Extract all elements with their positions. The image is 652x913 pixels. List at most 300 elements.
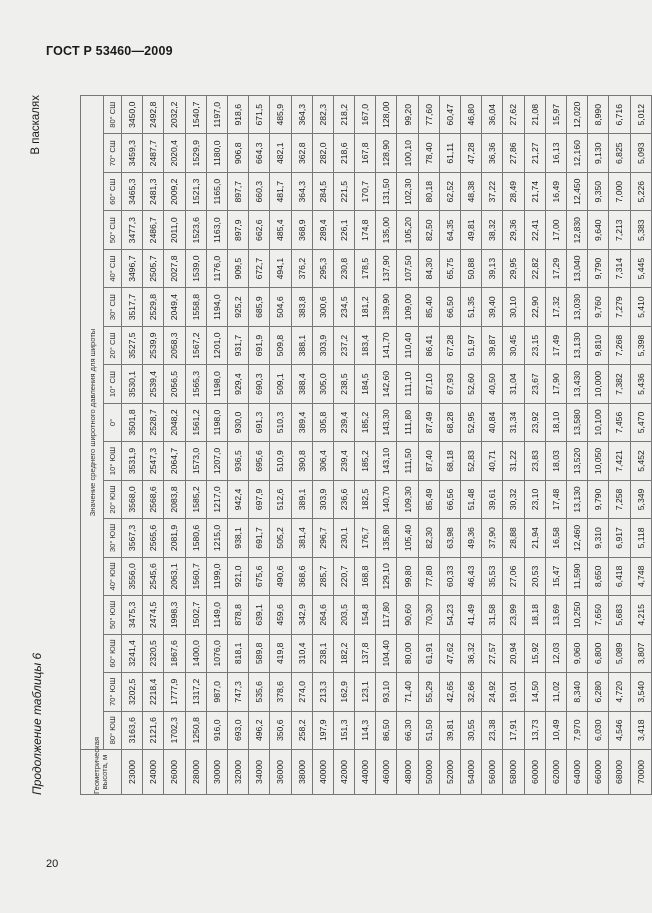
pressure-cell: 3531,9 bbox=[122, 442, 143, 480]
pressure-cell: 7,213 bbox=[609, 211, 630, 249]
rotated-table-block bbox=[30, 95, 646, 795]
pressure-cell: 111,10 bbox=[397, 365, 418, 403]
column-header: 0° bbox=[104, 403, 122, 441]
pressure-cell: 3568,0 bbox=[122, 480, 143, 518]
pressure-cell: 40,50 bbox=[482, 365, 503, 403]
pressure-cell: 13,130 bbox=[566, 480, 587, 518]
pressure-cell: 2486,7 bbox=[143, 211, 164, 249]
pressure-cell: 691,7 bbox=[249, 519, 270, 557]
pressure-cell: 181,2 bbox=[355, 288, 376, 326]
pressure-cell: 128,00 bbox=[376, 96, 397, 135]
pressure-cell: 213,3 bbox=[312, 673, 333, 711]
pressure-cell: 690,3 bbox=[249, 365, 270, 403]
pressure-cell: 368,9 bbox=[291, 211, 312, 249]
column-header: 80° СШ bbox=[104, 96, 122, 135]
pressure-cell: 123,1 bbox=[355, 673, 376, 711]
table-row bbox=[270, 96, 291, 795]
altitude-cell: 52000 bbox=[439, 750, 460, 795]
pressure-cell: 7,314 bbox=[609, 249, 630, 287]
pressure-cell: 3501,8 bbox=[122, 403, 143, 441]
pressure-cell: 137,90 bbox=[376, 249, 397, 287]
pressure-cell: 85,49 bbox=[418, 480, 439, 518]
pressure-cell: 691,9 bbox=[249, 326, 270, 364]
pressure-cell: 362,8 bbox=[291, 134, 312, 172]
pressure-cell: 376,2 bbox=[291, 249, 312, 287]
pressure-cell: 31,34 bbox=[503, 403, 524, 441]
pressure-cell: 230,8 bbox=[333, 249, 354, 287]
altitude-cell: 70000 bbox=[630, 750, 651, 795]
pressure-cell: 61,91 bbox=[418, 634, 439, 672]
altitude-cell: 66000 bbox=[588, 750, 609, 795]
pressure-cell: 8,650 bbox=[588, 557, 609, 595]
column-header: 70° ЮШ bbox=[104, 673, 122, 711]
altitude-cell: 36000 bbox=[270, 750, 291, 795]
pressure-cell: 7,268 bbox=[609, 326, 630, 364]
pressure-cell: 303,9 bbox=[312, 326, 333, 364]
pressure-cell: 3567,3 bbox=[122, 519, 143, 557]
pressure-cell: 4,215 bbox=[630, 596, 651, 634]
pressure-cell: 296,7 bbox=[312, 519, 333, 557]
table-row bbox=[206, 96, 227, 795]
pressure-cell: 17,32 bbox=[545, 288, 566, 326]
pressure-cell: 2081,9 bbox=[164, 519, 185, 557]
pressure-cell: 305,0 bbox=[312, 365, 333, 403]
pressure-cell: 30,55 bbox=[461, 711, 482, 749]
pressure-cell: 221,5 bbox=[333, 172, 354, 210]
pressure-cell: 1585,2 bbox=[185, 480, 206, 518]
pressure-cell: 40,84 bbox=[482, 403, 503, 441]
pressure-cell: 12,830 bbox=[566, 211, 587, 249]
pressure-cell: 135,00 bbox=[376, 211, 397, 249]
pressure-cell: 2320,5 bbox=[143, 634, 164, 672]
pressure-cell: 7,382 bbox=[609, 365, 630, 403]
pressure-cell: 185,2 bbox=[355, 442, 376, 480]
pressure-cell: 258,2 bbox=[291, 711, 312, 749]
pressure-cell: 10,250 bbox=[566, 596, 587, 634]
pressure-cell: 67,28 bbox=[439, 326, 460, 364]
table-row bbox=[227, 96, 248, 795]
pressure-cell: 12,160 bbox=[566, 134, 587, 172]
pressure-cell: 289,4 bbox=[312, 211, 333, 249]
pressure-cell: 9,130 bbox=[588, 134, 609, 172]
pressure-cell: 174,8 bbox=[355, 211, 376, 249]
pressure-cell: 84,30 bbox=[418, 249, 439, 287]
pressure-cell: 2547,3 bbox=[143, 442, 164, 480]
altitude-cell: 46000 bbox=[376, 750, 397, 795]
table-row bbox=[439, 96, 460, 795]
pressure-cell: 16,13 bbox=[545, 134, 566, 172]
pressure-cell: 3530,1 bbox=[122, 365, 143, 403]
page-number: 20 bbox=[46, 858, 59, 870]
pressure-cell: 38,32 bbox=[482, 211, 503, 249]
pressure-cell: 23,99 bbox=[503, 596, 524, 634]
pressure-cell: 54,23 bbox=[439, 596, 460, 634]
pressure-cell: 23,83 bbox=[524, 442, 545, 480]
pressure-cell: 22,82 bbox=[524, 249, 545, 287]
pressure-cell: 85,40 bbox=[418, 288, 439, 326]
pressure-cell: 5,683 bbox=[609, 596, 630, 634]
pressure-cell: 237,2 bbox=[333, 326, 354, 364]
column-header: 60° СШ bbox=[104, 172, 122, 210]
pressure-cell: 31,22 bbox=[503, 442, 524, 480]
pressure-cell: 936,5 bbox=[227, 442, 248, 480]
group-header: Значение среднего широтного давления для широты bbox=[81, 96, 104, 750]
pressure-cell: 21,08 bbox=[524, 96, 545, 135]
pressure-cell: 1215,0 bbox=[206, 519, 227, 557]
pressure-cell: 1207,0 bbox=[206, 442, 227, 480]
pressure-cell: 1180,0 bbox=[206, 134, 227, 172]
pressure-cell: 220,7 bbox=[333, 557, 354, 595]
pressure-cell: 930,0 bbox=[227, 403, 248, 441]
pressure-cell: 114,3 bbox=[355, 711, 376, 749]
pressure-cell: 66,50 bbox=[439, 288, 460, 326]
pressure-cell: 46,80 bbox=[461, 96, 482, 135]
pressure-cell: 5,398 bbox=[630, 326, 651, 364]
pressure-cell: 639,1 bbox=[249, 596, 270, 634]
pressure-cell: 15,92 bbox=[524, 634, 545, 672]
pressure-cell: 368,6 bbox=[291, 557, 312, 595]
pressure-cell: 22,41 bbox=[524, 211, 545, 249]
pressure-cell: 1165,0 bbox=[206, 172, 227, 210]
pressure-cell: 364,3 bbox=[291, 96, 312, 135]
pressure-cell: 21,74 bbox=[524, 172, 545, 210]
pressure-cell: 39,81 bbox=[439, 711, 460, 749]
pressure-cell: 8,990 bbox=[588, 96, 609, 135]
pressure-cell: 916,0 bbox=[206, 711, 227, 749]
pressure-cell: 10,050 bbox=[588, 442, 609, 480]
pressure-cell: 481,7 bbox=[270, 172, 291, 210]
table-row bbox=[482, 96, 503, 795]
pressure-cell: 39,61 bbox=[482, 480, 503, 518]
pressure-cell: 238,1 bbox=[312, 634, 333, 672]
pressure-cell: 282,0 bbox=[312, 134, 333, 172]
pressure-cell: 46,43 bbox=[461, 557, 482, 595]
pressure-cell: 16,49 bbox=[545, 172, 566, 210]
pressure-cell: 1560,7 bbox=[185, 557, 206, 595]
pressure-cell: 226,1 bbox=[333, 211, 354, 249]
pressure-cell: 6,716 bbox=[609, 96, 630, 135]
pressure-cell: 942,4 bbox=[227, 480, 248, 518]
table-row bbox=[291, 96, 312, 795]
pressure-cell: 21,94 bbox=[524, 519, 545, 557]
pressure-cell: 67,93 bbox=[439, 365, 460, 403]
pressure-cell: 2058,3 bbox=[164, 326, 185, 364]
table-row bbox=[355, 96, 376, 795]
altitude-cell: 58000 bbox=[503, 750, 524, 795]
pressure-cell: 65,75 bbox=[439, 249, 460, 287]
pressure-cell: 90,60 bbox=[397, 596, 418, 634]
pressure-cell: 68,18 bbox=[439, 442, 460, 480]
pressure-cell: 3517,7 bbox=[122, 288, 143, 326]
pressure-cell: 6,917 bbox=[609, 519, 630, 557]
pressure-cell: 918,6 bbox=[227, 96, 248, 135]
pressure-cell: 1199,0 bbox=[206, 557, 227, 595]
pressure-cell: 142,60 bbox=[376, 365, 397, 403]
pressure-cell: 2032,2 bbox=[164, 96, 185, 135]
pressure-cell: 2064,7 bbox=[164, 442, 185, 480]
pressure-cell: 27,06 bbox=[503, 557, 524, 595]
pressure-cell: 1076,0 bbox=[206, 634, 227, 672]
pressure-cell: 7,421 bbox=[609, 442, 630, 480]
pressure-cell: 5,445 bbox=[630, 249, 651, 287]
pressure-cell: 3477,3 bbox=[122, 211, 143, 249]
pressure-cell: 383,8 bbox=[291, 288, 312, 326]
pressure-cell: 1540,7 bbox=[185, 96, 206, 135]
pressure-cell: 239,4 bbox=[333, 403, 354, 441]
pressure-cell: 3496,7 bbox=[122, 249, 143, 287]
pressure-cell: 18,18 bbox=[524, 596, 545, 634]
pressure-cell: 1867,6 bbox=[164, 634, 185, 672]
altitude-cell: 62000 bbox=[545, 750, 566, 795]
pressure-cell: 691,3 bbox=[249, 403, 270, 441]
pressure-cell: 664,3 bbox=[249, 134, 270, 172]
pressure-cell: 218,6 bbox=[333, 134, 354, 172]
pressure-cell: 1198,0 bbox=[206, 403, 227, 441]
pressure-cell: 12,020 bbox=[566, 96, 587, 135]
pressure-cell: 381,4 bbox=[291, 519, 312, 557]
pressure-cell: 1250,8 bbox=[185, 711, 206, 749]
pressure-cell: 6,280 bbox=[588, 673, 609, 711]
pressure-cell: 494,1 bbox=[270, 249, 291, 287]
pressure-cell: 7,258 bbox=[609, 480, 630, 518]
pressure-cell: 300,6 bbox=[312, 288, 333, 326]
pressure-cell: 41,49 bbox=[461, 596, 482, 634]
pressure-cell: 13,580 bbox=[566, 403, 587, 441]
pressure-cell: 27,57 bbox=[482, 634, 503, 672]
pressure-cell: 9,640 bbox=[588, 211, 609, 249]
pressure-cell: 151,3 bbox=[333, 711, 354, 749]
pressure-cell: 176,7 bbox=[355, 519, 376, 557]
pressure-cell: 19,01 bbox=[503, 673, 524, 711]
pressure-cell: 389,1 bbox=[291, 480, 312, 518]
pressure-cell: 389,4 bbox=[291, 403, 312, 441]
pressure-cell: 2121,6 bbox=[143, 711, 164, 749]
pressure-cell: 5,012 bbox=[630, 96, 651, 135]
table-row bbox=[164, 96, 185, 795]
pressure-cell: 284,5 bbox=[312, 172, 333, 210]
pressure-cell: 931,7 bbox=[227, 326, 248, 364]
pressure-cell: 672,7 bbox=[249, 249, 270, 287]
pressure-cell: 303,9 bbox=[312, 480, 333, 518]
table-row bbox=[503, 96, 524, 795]
pressure-cell: 17,29 bbox=[545, 249, 566, 287]
pressure-cell: 61,11 bbox=[439, 134, 460, 172]
pressure-cell: 109,00 bbox=[397, 288, 418, 326]
pressure-cell: 7,970 bbox=[566, 711, 587, 749]
pressure-cell: 184,5 bbox=[355, 365, 376, 403]
pressure-cell: 30,10 bbox=[503, 288, 524, 326]
altitude-cell: 23000 bbox=[122, 750, 143, 795]
pressure-cell: 897,7 bbox=[227, 172, 248, 210]
pressure-cell: 2539,4 bbox=[143, 365, 164, 403]
pressure-cell: 496,2 bbox=[249, 711, 270, 749]
pressure-cell: 60,33 bbox=[439, 557, 460, 595]
pressure-cell: 39,40 bbox=[482, 288, 503, 326]
altitude-cell: 26000 bbox=[164, 750, 185, 795]
table-row bbox=[609, 96, 630, 795]
table-row bbox=[524, 96, 545, 795]
pressure-cell: 1998,3 bbox=[164, 596, 185, 634]
pressure-cell: 3465,3 bbox=[122, 172, 143, 210]
pressure-cell: 364,3 bbox=[291, 172, 312, 210]
pressure-cell: 66,30 bbox=[397, 711, 418, 749]
pressure-cell: 350,6 bbox=[270, 711, 291, 749]
table-row bbox=[397, 96, 418, 795]
pressure-cell: 693,0 bbox=[227, 711, 248, 749]
pressure-cell: 23,15 bbox=[524, 326, 545, 364]
pressure-cell: 3459,3 bbox=[122, 134, 143, 172]
pressure-cell: 182,2 bbox=[333, 634, 354, 672]
column-header: 30° ЮШ bbox=[104, 519, 122, 557]
pressure-cell: 2505,7 bbox=[143, 249, 164, 287]
pressure-cell: 139,90 bbox=[376, 288, 397, 326]
pressure-cell: 2568,6 bbox=[143, 480, 164, 518]
pressure-cell: 50,88 bbox=[461, 249, 482, 287]
column-header-row bbox=[104, 96, 122, 795]
pressure-cell: 21,27 bbox=[524, 134, 545, 172]
pressure-cell: 3450,0 bbox=[122, 96, 143, 135]
table-row bbox=[249, 96, 270, 795]
column-header: 10° СШ bbox=[104, 365, 122, 403]
altitude-cell: 56000 bbox=[482, 750, 503, 795]
pressure-cell: 24,92 bbox=[482, 673, 503, 711]
pressure-cell: 30,45 bbox=[503, 326, 524, 364]
pressure-cell: 675,6 bbox=[249, 557, 270, 595]
pressure-cell: 78,40 bbox=[418, 134, 439, 172]
pressure-cell: 9,810 bbox=[588, 326, 609, 364]
pressure-cell: 509,1 bbox=[270, 365, 291, 403]
column-header: 50° СШ bbox=[104, 211, 122, 249]
pressure-cell: 23,38 bbox=[482, 711, 503, 749]
pressure-cell: 87,40 bbox=[418, 442, 439, 480]
pressure-cell: 29,95 bbox=[503, 249, 524, 287]
pressure-cell: 2539,9 bbox=[143, 326, 164, 364]
pressure-cell: 5,383 bbox=[630, 211, 651, 249]
pressure-cell: 167,0 bbox=[355, 96, 376, 135]
pressure-cell: 117,80 bbox=[376, 596, 397, 634]
table-row bbox=[461, 96, 482, 795]
pressure-cell: 10,49 bbox=[545, 711, 566, 749]
pressure-cell: 102,30 bbox=[397, 172, 418, 210]
table-row bbox=[122, 96, 143, 795]
pressure-cell: 49,81 bbox=[461, 211, 482, 249]
pressure-cell: 878,8 bbox=[227, 596, 248, 634]
pressure-cell: 182,5 bbox=[355, 480, 376, 518]
altitude-cell: 44000 bbox=[355, 750, 376, 795]
pressure-cell: 27,86 bbox=[503, 134, 524, 172]
pressure-cell: 5,436 bbox=[630, 365, 651, 403]
altitude-cell: 40000 bbox=[312, 750, 333, 795]
pressure-cell: 143,30 bbox=[376, 403, 397, 441]
pressure-cell: 13,430 bbox=[566, 365, 587, 403]
pressure-cell: 110,40 bbox=[397, 326, 418, 364]
pressure-cell: 36,36 bbox=[482, 134, 503, 172]
pressure-cell: 16,58 bbox=[545, 519, 566, 557]
pressure-cell: 2083,8 bbox=[164, 480, 185, 518]
pressure-cell: 47,62 bbox=[439, 634, 460, 672]
pressure-cell: 131,50 bbox=[376, 172, 397, 210]
pressure-cell: 27,62 bbox=[503, 96, 524, 135]
pressure-cell: 63,98 bbox=[439, 519, 460, 557]
column-header: 80° ЮШ bbox=[104, 711, 122, 749]
pressure-cell: 37,90 bbox=[482, 519, 503, 557]
pressure-cell: 6,418 bbox=[609, 557, 630, 595]
pressure-cell: 987,0 bbox=[206, 673, 227, 711]
pressure-cell: 23,67 bbox=[524, 365, 545, 403]
pressure-cell: 31,04 bbox=[503, 365, 524, 403]
pressure-cell: 39,13 bbox=[482, 249, 503, 287]
pressure-cell: 378,6 bbox=[270, 673, 291, 711]
pressure-cell: 13,520 bbox=[566, 442, 587, 480]
pressure-cell: 909,5 bbox=[227, 249, 248, 287]
pressure-cell: 17,90 bbox=[545, 365, 566, 403]
altitude-cell: 28000 bbox=[185, 750, 206, 795]
pressure-cell: 20,53 bbox=[524, 557, 545, 595]
pressure-cell: 671,5 bbox=[249, 96, 270, 135]
table-row bbox=[185, 96, 206, 795]
pressure-cell: 485,9 bbox=[270, 96, 291, 135]
pressure-cell: 31,58 bbox=[482, 596, 503, 634]
altitude-cell: 34000 bbox=[249, 750, 270, 795]
pressure-cell: 6,030 bbox=[588, 711, 609, 749]
document-header: ГОСТ Р 53460—2009 bbox=[46, 44, 173, 58]
pressure-cell: 37,22 bbox=[482, 172, 503, 210]
pressure-cell: 183,4 bbox=[355, 326, 376, 364]
pressure-cell: 1580,6 bbox=[185, 519, 206, 557]
pressure-cell: 55,29 bbox=[418, 673, 439, 711]
pressure-cell: 36,32 bbox=[461, 634, 482, 672]
pressure-cell: 459,6 bbox=[270, 596, 291, 634]
pressure-cell: 35,53 bbox=[482, 557, 503, 595]
pressure-cell: 510,3 bbox=[270, 403, 291, 441]
pressure-cell: 7,456 bbox=[609, 403, 630, 441]
altitude-cell: 60000 bbox=[524, 750, 545, 795]
table-row bbox=[588, 96, 609, 795]
pressure-cell: 62,52 bbox=[439, 172, 460, 210]
pressure-cell: 141,70 bbox=[376, 326, 397, 364]
pressure-cell: 1198,0 bbox=[206, 365, 227, 403]
pressure-cell: 234,5 bbox=[333, 288, 354, 326]
pressure-cell: 8,340 bbox=[566, 673, 587, 711]
pressure-cell: 12,460 bbox=[566, 519, 587, 557]
corner-header: Геометрическая высота, м bbox=[81, 750, 122, 795]
pressure-cell: 129,10 bbox=[376, 557, 397, 595]
pressure-cell: 2481,3 bbox=[143, 172, 164, 210]
table-row bbox=[630, 96, 651, 795]
pressure-cell: 697,9 bbox=[249, 480, 270, 518]
pressure-cell: 7,000 bbox=[609, 172, 630, 210]
pressure-cell: 9,060 bbox=[566, 634, 587, 672]
column-header: 40° ЮШ bbox=[104, 557, 122, 595]
pressure-cell: 9,790 bbox=[588, 480, 609, 518]
table-row bbox=[376, 96, 397, 795]
pressure-cell: 342,9 bbox=[291, 596, 312, 634]
altitude-cell: 64000 bbox=[566, 750, 587, 795]
pressure-cell: 168,8 bbox=[355, 557, 376, 595]
pressure-cell: 490,6 bbox=[270, 557, 291, 595]
column-header: 20° ЮШ bbox=[104, 480, 122, 518]
pressure-cell: 17,00 bbox=[545, 211, 566, 249]
pressure-cell: 2049,4 bbox=[164, 288, 185, 326]
pressure-cell: 13,130 bbox=[566, 326, 587, 364]
pressure-cell: 2020,4 bbox=[164, 134, 185, 172]
pressure-cell: 51,48 bbox=[461, 480, 482, 518]
pressure-cell: 285,7 bbox=[312, 557, 333, 595]
pressure-cell: 13,73 bbox=[524, 711, 545, 749]
pressure-cell: 1217,0 bbox=[206, 480, 227, 518]
table-row bbox=[566, 96, 587, 795]
pressure-cell: 28,88 bbox=[503, 519, 524, 557]
